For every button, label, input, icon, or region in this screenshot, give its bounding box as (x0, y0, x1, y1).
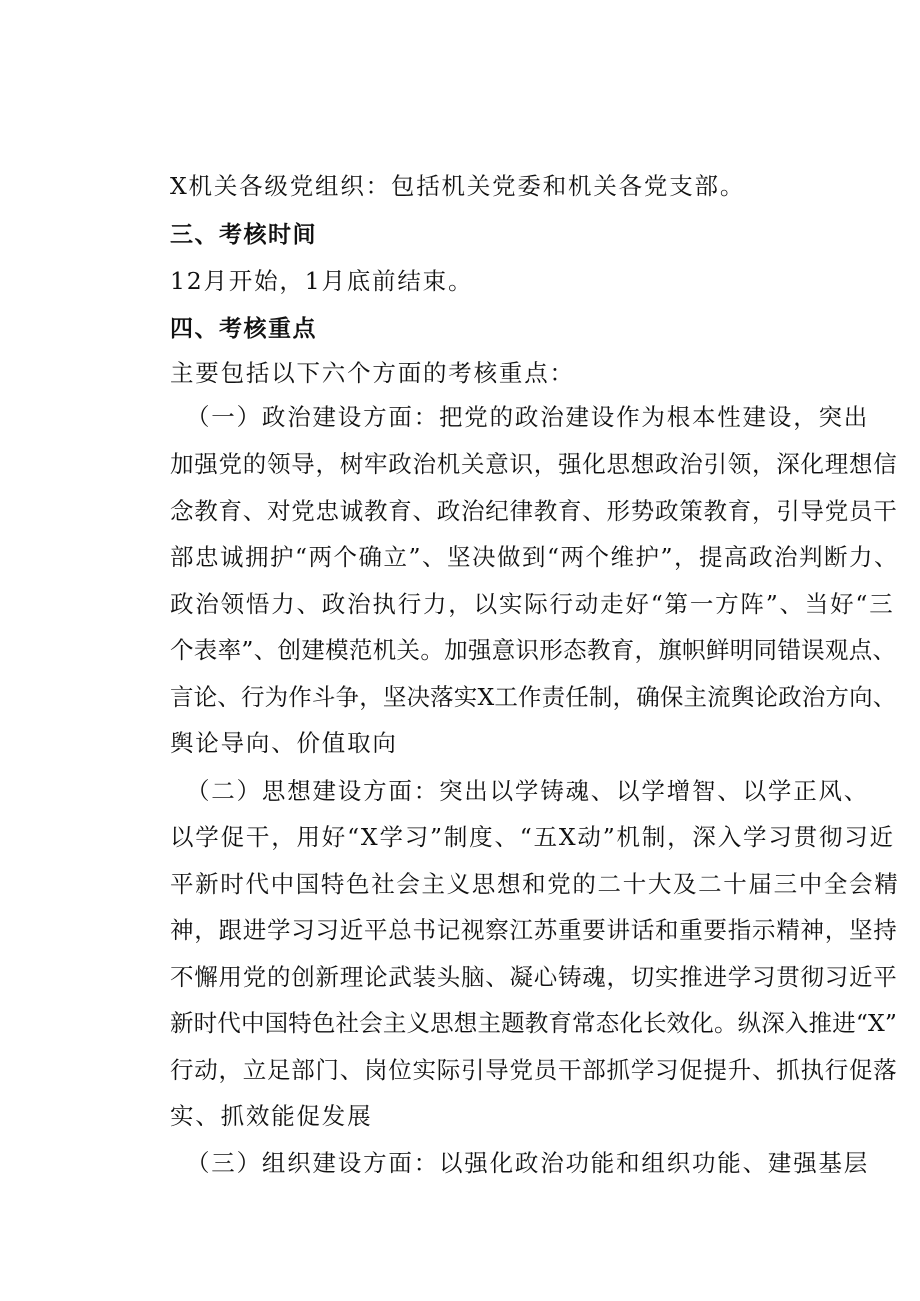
paragraph-1-line: 念教育、对党忠诚教育、政治纪律教育、形势政策教育，引导党员干 (170, 497, 898, 525)
paragraph-3-line: （三）组织建设方面：以强化政治功能和组织功能、建强基层 (186, 1149, 870, 1177)
scope-line: X机关各级党组织：包括机关党委和机关各党支部。 (170, 172, 746, 200)
paragraph-2-line: 以学促干，用好“X学习”制度、“五X动”机制，深入学习贯彻习近 (170, 823, 895, 851)
paragraph-1-line: 加强党的领导，树牢政治机关意识，强化思想政治引领，深化理想信 (170, 450, 898, 478)
paragraph-2-line: 平新时代中国特色社会主义思想和党的二十大及二十届三中全会精 (170, 870, 900, 898)
paragraph-2-line: 实、抓效能促发展 (170, 1102, 373, 1130)
paragraph-1-line: 舆论导向、价值取向 (170, 729, 398, 757)
paragraph-1-line: （一）政治建设方面：把党的政治建设作为根本性建设，突出 (186, 403, 870, 431)
section-3-heading: 三、考核时间 (170, 222, 317, 248)
paragraph-1-line: 政治领悟力、政治执行力，以实际行动走好“第一方阵”、当好“三 (170, 590, 895, 618)
paragraph-1-line: 言论、行为作斗争，坚决落实X工作责任制，确保主流舆论政治方向、 (170, 683, 897, 711)
paragraph-2-line: 新时代中国特色社会主义思想主题教育常态化长效化。纵深入推进“X” (170, 1009, 898, 1037)
paragraph-2-line: 行动，立足部门、岗位实际引导党员干部抓学习促提升、抓执行促落 (170, 1056, 898, 1084)
section-3-body: 12月开始，1月底前结束。 (170, 267, 474, 295)
paragraph-2-line: 神，跟进学习习近平总书记视察江苏重要讲话和重要指示精神，坚持 (170, 916, 898, 944)
paragraph-2-line: 不懈用党的创新理论武装头脑、凝心铸魂，切实推进学习贯彻习近平 (170, 963, 898, 991)
section-4-heading: 四、考核重点 (170, 316, 317, 342)
paragraph-2-line: （二）思想建设方面：突出以学铸魂、以学增智、以学正风、 (186, 777, 870, 805)
section-4-intro: 主要包括以下六个方面的考核重点： (170, 359, 575, 387)
paragraph-1-line: 个表率”、创建模范机关。加强意识形态教育，旗帜鲜明同错误观点、 (170, 636, 897, 664)
paragraph-1-line: 部忠诚拥护“两个确立”、坚决做到“两个维护”，提高政治判断力、 (170, 543, 900, 571)
